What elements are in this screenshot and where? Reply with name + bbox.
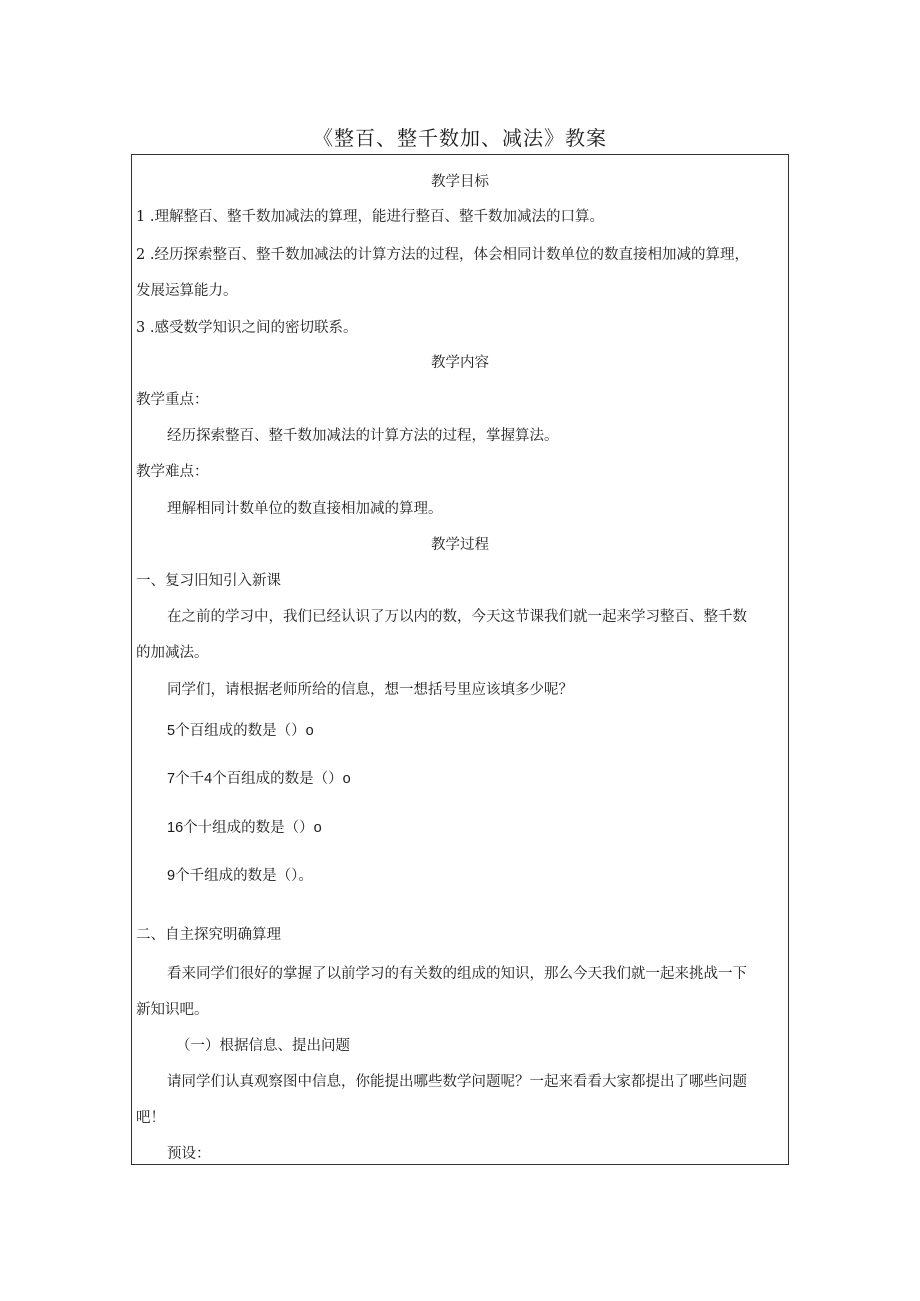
objective-2-line-1: 2 .经历探索整百、整千数加减法的计算方法的过程，体会相同计数单位的数直接相加减的算理， [136,247,749,263]
content-heading: 教学内容 [431,355,489,371]
objective-1: 1 .理解整百、整千数加减法的算理，能进行整百、整千数加减法的口算。 [136,209,604,225]
part1-paragraph-1-line-1: 在之前的学习中，我们已经认识了万以内的数，今天这节课我们就一起来学习整百、整千数 [167,609,747,625]
question-1: 5个百组成的数是（）o [167,723,314,739]
objective-2-line-2: 发展运算能力。 [136,283,238,299]
subsection-1-paragraph-line-1: 请同学们认真观察图中信息，你能提出哪些数学问题呢？一起来看看大家都提出了哪些问题 [167,1074,747,1090]
document-title: 《整百、整千数加、减法》教案 [313,126,607,150]
difficulties-label: 教学难点： [136,464,209,480]
question-2: 7个千4个百组成的数是（）o [167,771,351,787]
part1-paragraph-2: 同学们，请根据老师所给的信息，想一想括号里应该填多少呢？ [167,682,573,698]
part2-paragraph-line-1: 看来同学们很好的掌握了以前学习的有关数的组成的知识，那么今天我们就一起来挑战一下 [167,966,747,982]
subsection-1-title: （一）根据信息、提出问题 [176,1038,350,1054]
question-4: 9个千组成的数是（）。 [167,868,313,884]
key-points-label: 教学重点： [136,392,209,408]
part2-title: 二、自主探究明确算理 [136,927,281,943]
process-heading: 教学过程 [431,537,489,553]
subsection-1-paragraph-line-2: 吧！ [136,1110,165,1126]
part2-paragraph-line-2: 新知识吧。 [136,1002,209,1018]
preset-label: 预设： [167,1146,211,1162]
key-points-text: 经历探索整百、整千数加减法的计算方法的过程，掌握算法。 [167,428,559,444]
part1-title: 一、复习旧知引入新课 [136,573,281,589]
difficulties-text: 理解相同计数单位的数直接相加减的算理。 [167,501,443,517]
question-3: 16个十组成的数是（）o [167,820,322,836]
part1-paragraph-1-line-2: 的加减法。 [136,645,209,661]
objectives-heading: 教学目标 [431,174,489,190]
lesson-plan-table [131,154,789,1165]
objective-3: 3 .感受数学知识之间的密切联系。 [136,320,358,336]
